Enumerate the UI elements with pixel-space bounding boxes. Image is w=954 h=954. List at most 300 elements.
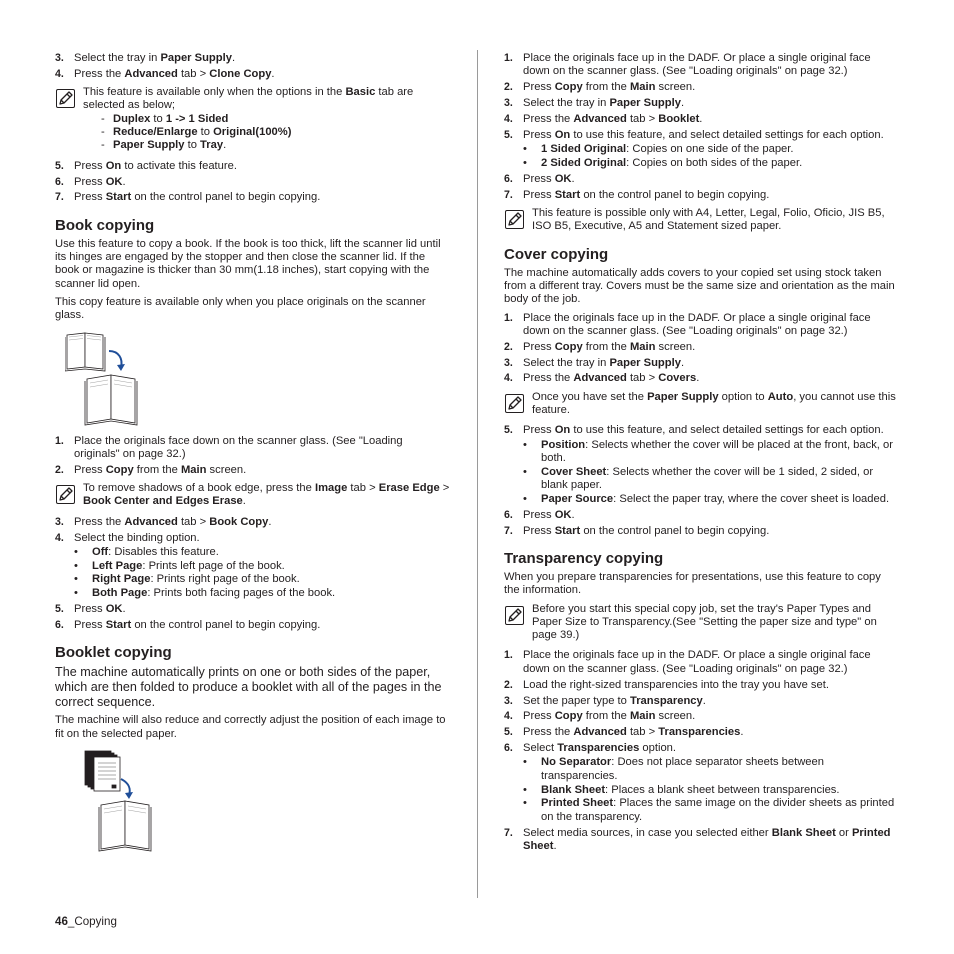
text-run: Press the [523,112,574,125]
step-text [523,357,684,369]
text-run: screen. [655,81,696,94]
step-item [55,160,450,173]
text-run: : Select the paper tray, where the cover sheet is loaded. [613,492,890,505]
text-run: : Disables this feature. [108,545,219,558]
text-run: to use this feature, and select detailed settings for each option. [570,424,884,437]
text-run: . [571,172,575,185]
emphasis-term: Reduce/Enlarge [113,126,198,139]
bullet-mark: • [523,143,527,156]
note-clone-copy [55,86,450,152]
text-run: Load the right-sized transparencies into the tray you have set. [523,678,829,691]
text-run: Press [523,340,555,353]
note-text [532,603,897,643]
bullet-text [92,546,219,558]
step-item [504,97,897,110]
step-number: 3. [504,97,513,110]
step-text [74,160,237,172]
step-number: 2. [55,463,64,476]
step-item [504,742,897,824]
step-number: 1. [504,52,513,64]
emphasis-term: On [554,424,571,437]
emphasis-term: Both Page [92,587,148,600]
step-number: 7. [55,191,64,204]
step-item [504,52,897,79]
note-cover-auto [504,391,897,418]
emphasis-term: Advanced [573,726,627,739]
step-number: 1. [504,311,513,324]
note-option-item [101,139,450,152]
step-number: 5. [504,424,513,437]
text-run: : Prints left page of the book. [142,559,285,572]
step-text [523,509,575,521]
bullet-mark: • [74,573,78,586]
text-run: to activate this feature. [121,159,237,172]
text-run: Press [523,710,555,723]
note-pencil-icon [505,606,524,625]
emphasis-term: Advanced [573,112,627,125]
text-run: . [122,603,126,616]
bullet-list [523,439,897,506]
emphasis-term: Blank Sheet [771,826,836,839]
step-number: 2. [504,81,513,94]
book-copying-intro: Use this feature to copy a book. If the book is too thick, lift the scanner lid until its hinges are engaged by the stopper and then close the scanner lid. If the book or magazine is thicker than 30 mm(1.18 inches), start copying with the scanner lid open. [55,237,441,290]
emphasis-term: Advanced [573,372,627,385]
text-run: Once you have set the [532,390,648,403]
text-run: from the [582,710,630,723]
bullet-mark: • [523,797,527,810]
text-run: : Places a blank sheet between transparencies. [605,783,840,796]
step-number: 3. [55,52,64,64]
step-text [523,52,871,77]
bullet-text [92,573,300,585]
text-run: , you cannot use this feature. [532,390,896,417]
text-run: on the control panel to begin copying. [131,618,321,631]
clone-copy-steps-b [55,160,450,205]
emphasis-term: OK [105,175,123,188]
text-run: Before you start this special copy job, set the tray's Paper Types and Paper Size to Transparency.(See "Setting the paper size and type" on page 39.) [532,602,877,642]
emphasis-term: Start [554,524,581,537]
step-number: 5. [504,726,513,739]
step-number: 6. [504,742,513,755]
emphasis-term: Covers [658,372,697,385]
emphasis-term: Paper Supply [160,52,232,64]
bullet-mark: • [74,545,78,558]
emphasis-term: Advanced [124,515,178,528]
emphasis-term: 2 Sided Original [541,156,627,169]
text-run: from the [582,81,630,94]
emphasis-term: Main [629,81,656,94]
text-run: Press [523,524,555,537]
bullet-item [523,797,897,824]
cover-copy-steps-b [504,424,897,538]
clone-copy-steps-a [55,52,450,81]
text-run: Press [74,175,106,188]
emphasis-term: Auto [767,390,794,403]
text-run: to [150,112,166,125]
emphasis-term: Advanced [124,67,178,80]
step-item [504,649,897,676]
step-text [74,191,320,203]
text-run: . [680,356,685,369]
emphasis-term: Printed Sheet [541,797,614,810]
note-text [83,86,450,113]
step-text [523,81,695,93]
text-run: Press the [523,726,574,739]
step-number: 4. [504,112,513,125]
step-item [504,129,897,170]
bullet-text [541,797,894,822]
bullet-text [541,784,840,796]
note-book-edge [55,482,450,509]
bullet-text [92,560,285,572]
emphasis-term: Off [92,545,109,558]
bullet-mark: • [523,492,527,505]
bullet-item [523,466,897,493]
step-number: 6. [504,172,513,185]
step-number: 4. [504,372,513,385]
text-run: Press [74,618,106,631]
step-number: 2. [504,340,513,353]
text-run: . [699,112,703,125]
chapter-label: _Copying [67,915,117,928]
step-number: 7. [504,826,513,839]
text-run: Press the [74,67,125,80]
text-run: to [197,126,214,139]
note-option-item [101,126,450,139]
book-copying-heading: Book copying [55,216,155,234]
step-number: 2. [504,678,513,691]
dash-mark: - [101,126,105,139]
step-text [523,726,743,738]
text-run: on the control panel to begin copying. [580,524,770,537]
step-text [74,176,126,188]
step-text [523,341,695,353]
text-run: on the control panel to begin copying. [131,191,321,204]
step-item [504,679,897,692]
emphasis-term: Printed Sheet [523,826,891,852]
text-run: : Prints right page of the book. [150,573,300,586]
text-run: : Copies on both sides of the paper. [626,156,803,169]
step-text [523,372,699,384]
step-number: 3. [504,694,513,707]
text-run: tab > [626,112,659,125]
step-item [504,113,897,126]
step-item [55,52,450,65]
book-copy-illustration [55,331,450,427]
emphasis-term: Left Page [92,559,143,572]
step-text [523,173,575,185]
emphasis-term: Paper Supply [647,390,719,403]
emphasis-term: Erase Edge [378,482,440,495]
text-run: To remove shadows of a book edge, press the [83,482,315,495]
emphasis-term: Paper Supply [113,139,185,152]
emphasis-term: Book Center and Edges Erase [83,495,243,508]
step-item [504,827,897,854]
step-item [55,619,450,632]
step-number: 5. [55,159,64,172]
emphasis-term: Start [105,618,132,631]
step-item [504,372,897,385]
text-run: This feature is possible only with A4, Letter, Legal, Folio, Oficio, JIS B5, ISO B5, Executive, A5 and Statement sized paper. [532,207,885,233]
text-run: : Selects whether the cover will be placed at the front, back, or both. [541,438,893,464]
text-run: tab are selected as below; [83,86,414,112]
text-run: tab > [177,67,210,80]
text-run: : Selects whether the cover will be 1 sided, 2 sided, or blank paper. [541,465,874,492]
emphasis-term: Paper Supply [609,97,681,110]
bullet-text [541,466,873,491]
bullet-list [523,756,897,823]
text-run: . [696,372,700,385]
text-run: Press [523,188,555,201]
text-run: Press [74,159,106,172]
step-number: 5. [504,128,513,141]
text-run: screen. [206,463,247,476]
emphasis-term: Paper Supply [609,356,681,369]
bullet-text [541,439,893,464]
note-pencil-icon [56,485,75,504]
bullet-item [523,157,897,170]
booklet-copy-steps [504,52,897,202]
bullet-item [523,143,897,156]
transparency-copy-steps [504,649,897,853]
text-run: This feature is available only when the options in the [83,86,346,99]
text-run: Select the tray in [523,97,610,110]
step-item [504,424,897,506]
note-text [532,207,897,234]
step-text [523,113,702,125]
emphasis-term: Clone Copy [209,67,272,80]
page-number: 46 [55,915,68,928]
step-item [55,532,450,601]
booklet-copying-lead: The machine automatically prints on one or both sides of the paper, which are then folded to produce a booklet with all of the pages in the correct sequence. [55,665,442,710]
text-run: screen. [655,340,696,353]
book-copying-availability: This copy feature is available only when you place originals on the scanner glass. [55,295,426,322]
text-run: : Copies on one side of the paper. [626,143,794,156]
bullet-item [74,546,450,559]
step-item [55,191,450,204]
emphasis-term: Start [554,188,581,201]
emphasis-term: 1 -> 1 Sided [165,112,229,125]
step-number: 6. [55,618,64,631]
bullet-mark: • [523,156,527,169]
text-run: tab > [626,726,659,739]
emphasis-term: OK [554,508,572,521]
emphasis-term: Main [629,710,656,723]
step-item [504,357,897,370]
text-run: Press [523,81,555,94]
text-run: . [223,139,227,152]
emphasis-term: Transparencies [557,742,640,755]
text-run: Press [523,172,555,185]
text-run: tab > [347,482,379,495]
booklet-stack-image [85,751,120,791]
note-pencil-icon [56,89,75,108]
step-item [504,726,897,739]
bullet-text [541,493,889,505]
text-run: Press [523,508,555,521]
text-run: Place the originals face up in the DADF. Or place a single original face down on the scanner glass. (See "Loading originals" on page 32.) [523,311,871,337]
step-text [74,516,271,528]
step-text [523,312,871,337]
emphasis-term: No Separator [541,756,612,769]
text-run: tab > [626,372,659,385]
text-run: : Prints both facing pages of the book. [147,587,336,600]
text-run: Select the binding option. [74,531,200,544]
bullet-text [541,143,793,155]
text-run: . [122,175,126,188]
bullet-item [523,756,897,783]
text-run: from the [133,463,181,476]
emphasis-term: On [554,128,571,141]
emphasis-term: Start [105,191,132,204]
dash-mark: - [101,112,105,125]
bullet-mark: • [74,587,78,600]
text-run: option. [639,742,676,755]
text-run: . [740,726,744,739]
text-run: Press the [74,515,125,528]
step-text [523,742,676,754]
step-number: 7. [504,188,513,201]
step-item [504,695,897,708]
step-text [523,129,884,141]
bullet-item [74,587,450,600]
text-run: . [242,495,246,508]
bullet-mark: • [523,756,527,769]
step-item [504,312,897,339]
emphasis-term: OK [105,603,123,616]
emphasis-term: OK [554,172,572,185]
text-run: Select the tray in [74,52,161,64]
bullet-item [74,573,450,586]
step-number: 3. [504,356,513,369]
dash-mark: - [101,139,105,152]
emphasis-term: Cover Sheet [541,465,607,478]
step-number: 6. [504,508,513,521]
step-text [523,695,706,707]
emphasis-term: 1 Sided Original [541,143,627,156]
book-top-image [65,333,105,371]
step-text [74,464,246,476]
step-item [55,176,450,189]
text-run: . [268,515,272,528]
text-run: Place the originals face up in the DADF. Or place a single original face down on the scanner glass. (See "Loading originals" on page 32.) [523,52,871,78]
step-number: 7. [504,524,513,537]
step-text [74,603,126,615]
book-copy-steps-a [55,435,450,477]
step-item [55,435,450,462]
step-text [523,649,871,674]
column-divider [477,50,478,898]
text-run: Press [523,128,555,141]
text-run: Place the originals face up in the DADF. Or place a single original face down on the scanner glass. (See "Loading originals" on page 32.) [523,649,871,675]
bullet-text [92,587,335,599]
step-text [74,619,320,631]
booklet-copying-heading: Booklet copying [55,644,172,662]
bullet-text [541,756,824,781]
emphasis-term: On [105,159,122,172]
note-option-item [101,113,450,126]
text-run: > [439,482,450,495]
emphasis-term: Book Copy [209,515,269,528]
emphasis-term: Copy [554,340,583,353]
emphasis-term: Basic [345,86,376,99]
bullet-item [523,784,897,797]
emphasis-term: Blank Sheet [541,783,606,796]
bullet-list [523,143,897,170]
step-text [74,68,275,80]
note-pencil-icon [505,394,524,413]
step-item [504,525,897,538]
text-run: Press [74,603,106,616]
emphasis-term: Main [180,463,207,476]
step-item [504,710,897,723]
step-number: 4. [504,710,513,723]
emphasis-term: Right Page [92,573,151,586]
right-column [504,52,897,856]
text-run: . [680,97,685,110]
step-item [55,464,450,477]
step-item [504,81,897,94]
emphasis-term: Duplex [113,112,151,125]
step-number: 6. [55,175,64,188]
emphasis-term: Transparencies [658,726,741,739]
page-footer [55,915,117,928]
step-text [523,525,769,537]
text-run: : Places the same image on the divider sheets as printed on the transparency. [541,797,895,823]
note-booklet-paper-sizes [504,207,897,234]
bullet-item [74,560,450,573]
note-transparency-setup [504,603,897,643]
step-text [523,97,684,109]
text-run: Press [74,463,106,476]
step-text [523,424,884,436]
step-item [55,603,450,616]
text-run: screen. [655,710,696,723]
step-item [504,173,897,186]
note-option-list [83,113,450,153]
text-run: : Does not place separator sheets between transparencies. [541,756,824,782]
text-run: Select the tray in [523,356,610,369]
book-bottom-image [85,375,137,425]
bullet-list [74,546,450,601]
bullet-text [541,157,802,169]
bullet-item [523,493,897,506]
text-run: . [553,839,557,852]
bullet-item [523,439,897,466]
text-run: Press the [523,372,574,385]
text-run: Place the originals face down on the scanner glass. (See "Loading originals" on page 32.) [74,434,403,460]
book-flip-arrow [109,351,122,367]
step-item [55,68,450,81]
cover-copy-steps-a [504,312,897,386]
left-column [55,52,450,861]
step-number: 4. [55,531,64,544]
text-run: . [271,67,275,80]
text-run: option to [718,390,768,403]
emphasis-term: Main [629,340,656,353]
emphasis-term: Tray [200,139,224,152]
bullet-mark: • [523,438,527,451]
emphasis-term: Transparency [629,694,703,707]
step-text [523,679,829,691]
text-run: to use this feature, and select detailed settings for each option. [570,128,884,141]
note-text [532,391,897,418]
booklet-copying-detail: The machine will also reduce and correctly adjust the position of each image to fit on the selected paper. [55,714,446,740]
text-run: on the control panel to begin copying. [580,188,770,201]
text-run: Select [523,742,558,755]
step-item [504,509,897,522]
booklet-open-image [99,801,151,851]
